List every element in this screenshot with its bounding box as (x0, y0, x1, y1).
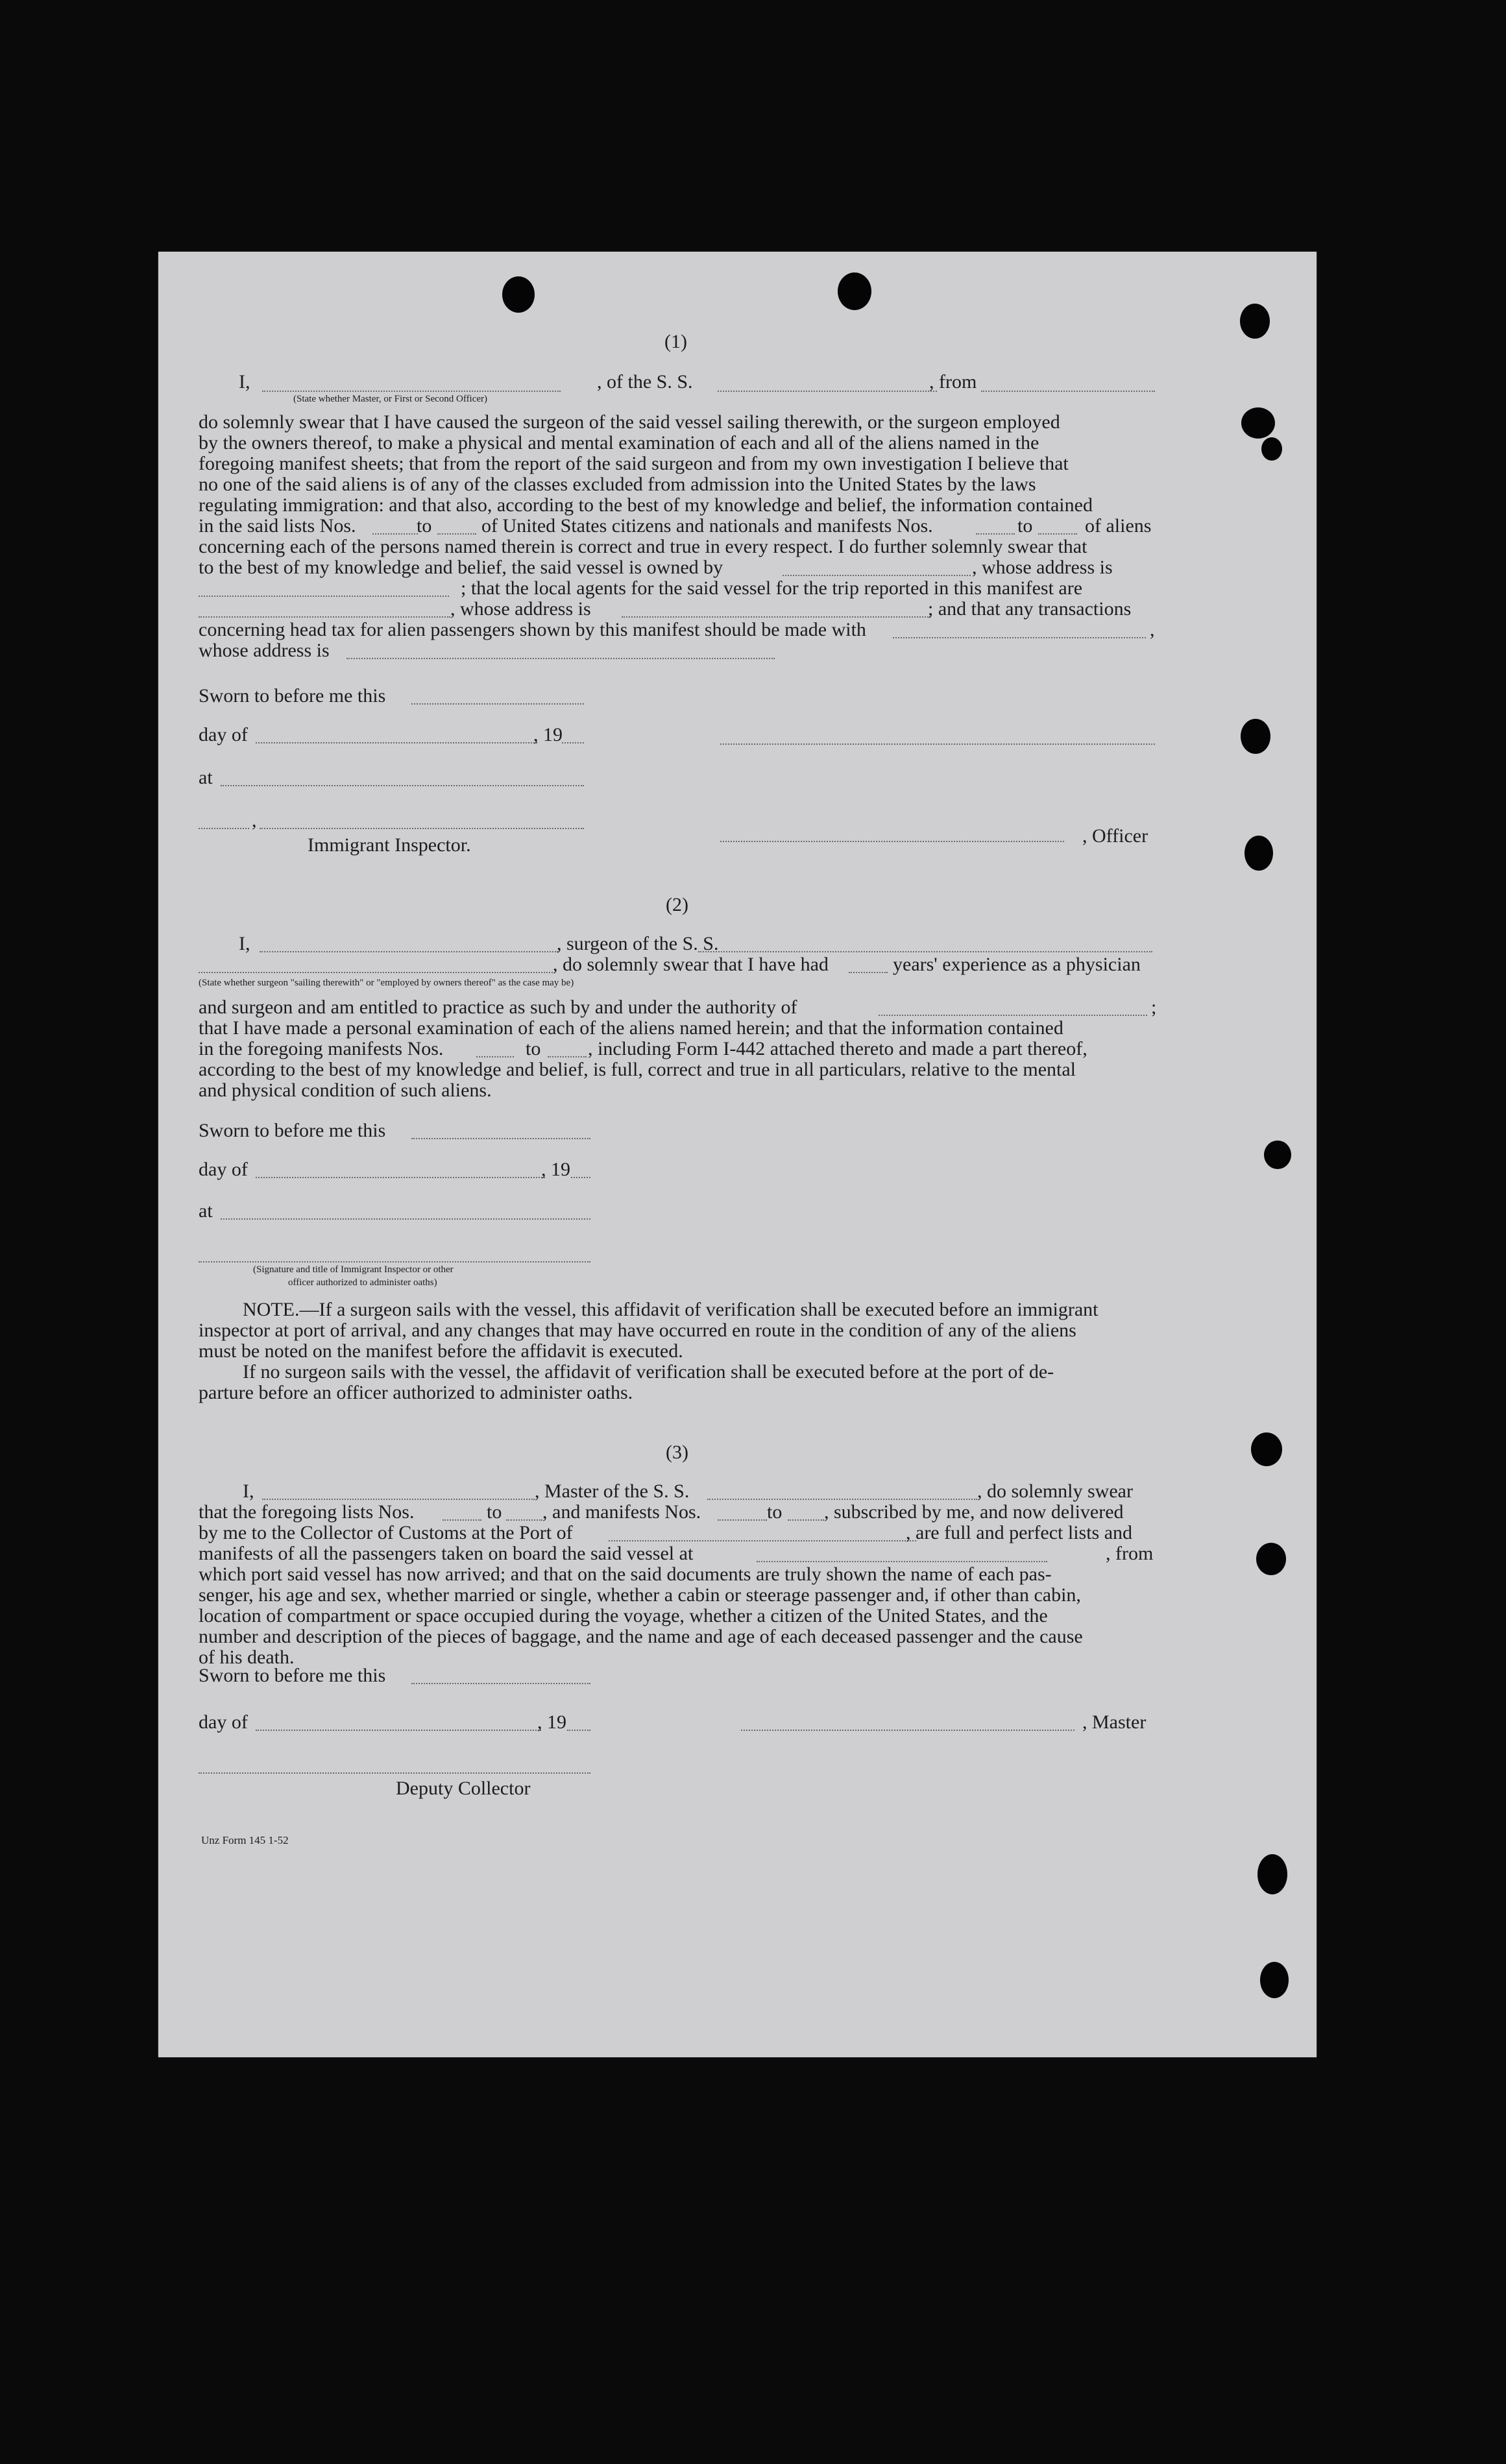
punch-hole (502, 276, 535, 313)
s3-vessel-field[interactable] (707, 1499, 977, 1500)
s1-line7: concerning each of the persons named therein is correct and true in every respect. I do further solemnly swear that (199, 536, 1087, 557)
s2-note2-line: If no surgeon sails with the vessel, the affidavit of verification shall be executed before at the port of de- (243, 1361, 1054, 1383)
s1-line11-b: , (1150, 619, 1155, 640)
s2-line5-c: , including Form I-442 attached thereto and made a part thereof, (588, 1038, 1087, 1059)
s2-dayof: day of (199, 1159, 248, 1180)
s2-sworn-field[interactable] (411, 1138, 590, 1139)
s1-headtax-field[interactable] (893, 637, 1146, 638)
s1-line8-a: to the best of my knowledge and belief, the said vessel is owned by (199, 557, 723, 578)
s2-manifests-to[interactable] (548, 1056, 587, 1057)
s3-line4-b: , from (1106, 1543, 1154, 1564)
punch-hole (1257, 1854, 1287, 1894)
s2-manifests-from[interactable] (476, 1056, 514, 1057)
form-sheet (158, 252, 1317, 2057)
s3-day-field[interactable] (256, 1730, 541, 1731)
s1-year-field[interactable] (562, 742, 584, 743)
s1-inspector-field[interactable] (199, 828, 249, 829)
s2-line3-b: ; (1151, 996, 1157, 1018)
s2-years-field[interactable] (849, 972, 888, 973)
s1-comma: , (252, 810, 257, 831)
s1-lists-from[interactable] (372, 533, 418, 535)
s2-line2-b: years' experience as a physician (893, 954, 1141, 975)
s3-boarded-field[interactable] (757, 1561, 1047, 1562)
s2-at: at (199, 1200, 213, 1222)
s1-line8-b: , whose address is (972, 557, 1113, 578)
section3-number: (3) (666, 1442, 688, 1463)
punch-hole (1260, 1962, 1289, 1998)
s1-vessel-field[interactable] (718, 391, 937, 392)
s3-line2-b: to (487, 1501, 502, 1523)
s2-authority-field[interactable] (879, 1015, 1147, 1016)
s2-sig-caption-1: (Signature and title of Immigrant Inspector or other (253, 1264, 454, 1275)
s2-note-line: must be noted on the manifest before the affidavit is executed. (199, 1340, 683, 1362)
s2-name-field[interactable] (260, 951, 558, 952)
s1-at: at (199, 767, 213, 788)
s1-officer: , Officer (1082, 825, 1148, 847)
s1-inspector: Immigrant Inspector. (308, 834, 471, 856)
s3-sworn: Sworn to before me this (199, 1665, 386, 1686)
s2-line5-a: in the foregoing manifests Nos. (199, 1038, 444, 1059)
s2-year-field[interactable] (571, 1177, 590, 1178)
s2-line5-b: to (526, 1038, 541, 1059)
s3-line3-a: by me to the Collector of Customs at the Port of (199, 1522, 573, 1543)
s1-line1-ss: , of the S. S. (597, 371, 693, 393)
s1-line10-b: ; and that any transactions (928, 598, 1132, 620)
s2-at-field[interactable] (221, 1218, 590, 1220)
s3-body-line: number and description of the pieces of baggage, and the name and age of each deceased passenger and the cause (199, 1626, 1083, 1647)
s3-manifests-from[interactable] (718, 1519, 767, 1521)
s3-manifests-to[interactable] (788, 1519, 824, 1521)
punch-hole (1240, 304, 1270, 339)
s1-officer-field[interactable] (720, 841, 1064, 842)
s3-line1-i: I, (243, 1480, 254, 1502)
s1-line6-e: of aliens (1085, 515, 1152, 537)
s3-nineteen: , 19 (537, 1711, 566, 1733)
s1-line12: whose address is (199, 640, 330, 661)
s2-sworn: Sworn to before me this (199, 1120, 386, 1141)
s1-line10-a: , whose address is (450, 598, 591, 620)
punch-hole (1245, 836, 1273, 871)
s2-nineteen: , 19 (541, 1159, 570, 1180)
punch-hole (838, 272, 871, 310)
s1-line6-b: to (417, 515, 432, 537)
s1-line11-a: concerning head tax for alien passengers shown by this manifest should be made with (199, 619, 866, 640)
s1-nineteen: , 19 (533, 724, 563, 745)
s3-line2-e: , subscribed by me, and now delivered (824, 1501, 1124, 1523)
punch-hole (1241, 407, 1275, 439)
punch-hole (1261, 437, 1282, 461)
section1-number: (1) (664, 331, 687, 352)
s1-line9-a: ; that the local agents for the said vessel for the trip reported in this manifest are (461, 577, 1083, 599)
section2-number: (2) (666, 894, 688, 915)
s2-line4: that I have made a personal examination of each of the aliens named herein; and that the information contained (199, 1017, 1063, 1039)
s2-vessel-field[interactable] (698, 951, 1152, 952)
s3-line1-c: , do solemnly swear (977, 1480, 1133, 1502)
s3-body-line: senger, his age and sex, whether married or single, whether a cabin or steerage passenger and, if other than cabin, (199, 1584, 1081, 1606)
s3-name-field[interactable] (262, 1499, 535, 1500)
s1-name-field[interactable] (262, 391, 561, 392)
s3-master: , Master (1082, 1711, 1147, 1733)
s1-from-field[interactable] (981, 391, 1155, 392)
s2-line7: and physical condition of such aliens. (199, 1080, 492, 1101)
s2-signature-field[interactable] (199, 1261, 590, 1262)
s1-dayof: day of (199, 724, 248, 745)
s2-line1-i: I, (239, 933, 250, 954)
s3-port-field[interactable] (609, 1540, 916, 1541)
s1-day-field[interactable] (256, 742, 537, 743)
s1-line6-d: to (1017, 515, 1033, 537)
s2-line1-ss: , surgeon of the S. S. (557, 933, 719, 954)
s1-manifests-to[interactable] (1038, 533, 1077, 535)
s1-agents-field[interactable] (199, 616, 450, 618)
s2-line3-a: and surgeon and am entitled to practice as such by and under the authority of (199, 996, 797, 1018)
s1-manifests-from[interactable] (976, 533, 1015, 535)
s1-body-line: no one of the said aliens is of any of the classes excluded from admission into the United States by the laws (199, 474, 1036, 495)
s2-note-line: NOTE.—If a surgeon sails with the vessel, this affidavit of verification shall be executed before an immigrant (243, 1299, 1099, 1320)
s1-owner-address-field[interactable] (199, 596, 449, 597)
s3-line2-d: to (767, 1501, 783, 1523)
s3-line3-b: , are full and perfect lists and (906, 1522, 1133, 1543)
s3-lists-from[interactable] (443, 1519, 481, 1521)
form-number: Unz Form 145 1-52 (201, 1834, 289, 1846)
s1-body-line: regulating immigration: and that also, according to the best of my knowledge and belief, the information contained (199, 494, 1093, 516)
s3-line2-a: that the foregoing lists Nos. (199, 1501, 415, 1523)
s2-sig-caption-2: officer authorized to administer oaths) (288, 1277, 437, 1288)
s2-note2-line: parture before an officer authorized to administer oaths. (199, 1382, 633, 1403)
s1-headtax-address-field[interactable] (346, 658, 775, 659)
s1-agents-address-field[interactable] (622, 616, 930, 618)
s1-owner-field[interactable] (783, 575, 971, 576)
s1-lists-to[interactable] (437, 533, 476, 535)
s1-inspector-field-2[interactable] (260, 828, 584, 829)
punch-hole (1256, 1543, 1286, 1575)
s1-at-field[interactable] (221, 785, 584, 786)
s3-lists-to[interactable] (506, 1519, 542, 1521)
s3-deputy: Deputy Collector (396, 1778, 531, 1799)
s3-master-field[interactable] (741, 1730, 1075, 1731)
s2-note-line: inspector at port of arrival, and any changes that may have occurred en route in the condition of any of the aliens (199, 1320, 1076, 1341)
s2-vessel-field-2[interactable] (199, 972, 553, 973)
punch-hole (1251, 1432, 1282, 1466)
s1-sworn-field[interactable] (411, 703, 584, 705)
s1-sworn: Sworn to before me this (199, 685, 386, 707)
s1-body-line: by the owners thereof, to make a physical and mental examination of each and all of the aliens named in the (199, 432, 1039, 453)
s1-line1-i: I, (239, 371, 250, 393)
s3-body-line: of his death. (199, 1647, 295, 1668)
s3-body-line: which port said vessel has now arrived; and that on the said documents are truly shown the name of each pas- (199, 1564, 1052, 1585)
s2-line6: according to the best of my knowledge and belief, is full, correct and true in all particulars, relative to the mental (199, 1059, 1076, 1080)
s1-note: (State whether Master, or First or Second Officer) (293, 394, 488, 404)
s3-line2-c: , and manifests Nos. (542, 1501, 701, 1523)
s1-line6-c: of United States citizens and nationals and manifests Nos. (481, 515, 933, 537)
s1-line6-a: in the said lists Nos. (199, 515, 356, 537)
s3-line4-a: manifests of all the passengers taken on board the said vessel at (199, 1543, 694, 1564)
punch-hole (1264, 1141, 1291, 1169)
s1-body-line: foregoing manifest sheets; that from the report of the said surgeon and from my own investigation I believe that (199, 453, 1069, 474)
s3-dayof: day of (199, 1711, 248, 1733)
s1-signature-field[interactable] (720, 743, 1155, 745)
s1-body-line: do solemnly swear that I have caused the surgeon of the said vessel sailing therewith, or the surgeon employed (199, 411, 1060, 433)
s1-line1-from: , from (929, 371, 977, 393)
s3-deputy-field[interactable] (199, 1772, 590, 1774)
s2-line2-a: , do solemnly swear that I have had (553, 954, 829, 975)
s3-year-field[interactable] (567, 1730, 590, 1731)
s3-body-line: location of compartment or space occupied during the voyage, whether a citizen of the United States, and the (199, 1605, 1048, 1626)
s2-day-field[interactable] (256, 1177, 545, 1178)
s2-note: (State whether surgeon "sailing therewith" or "employed by owners thereof" as the case may be) (199, 978, 574, 988)
s3-line1-ss: , Master of the S. S. (535, 1480, 690, 1502)
punch-hole (1241, 719, 1270, 754)
s3-sworn-field[interactable] (411, 1683, 590, 1684)
